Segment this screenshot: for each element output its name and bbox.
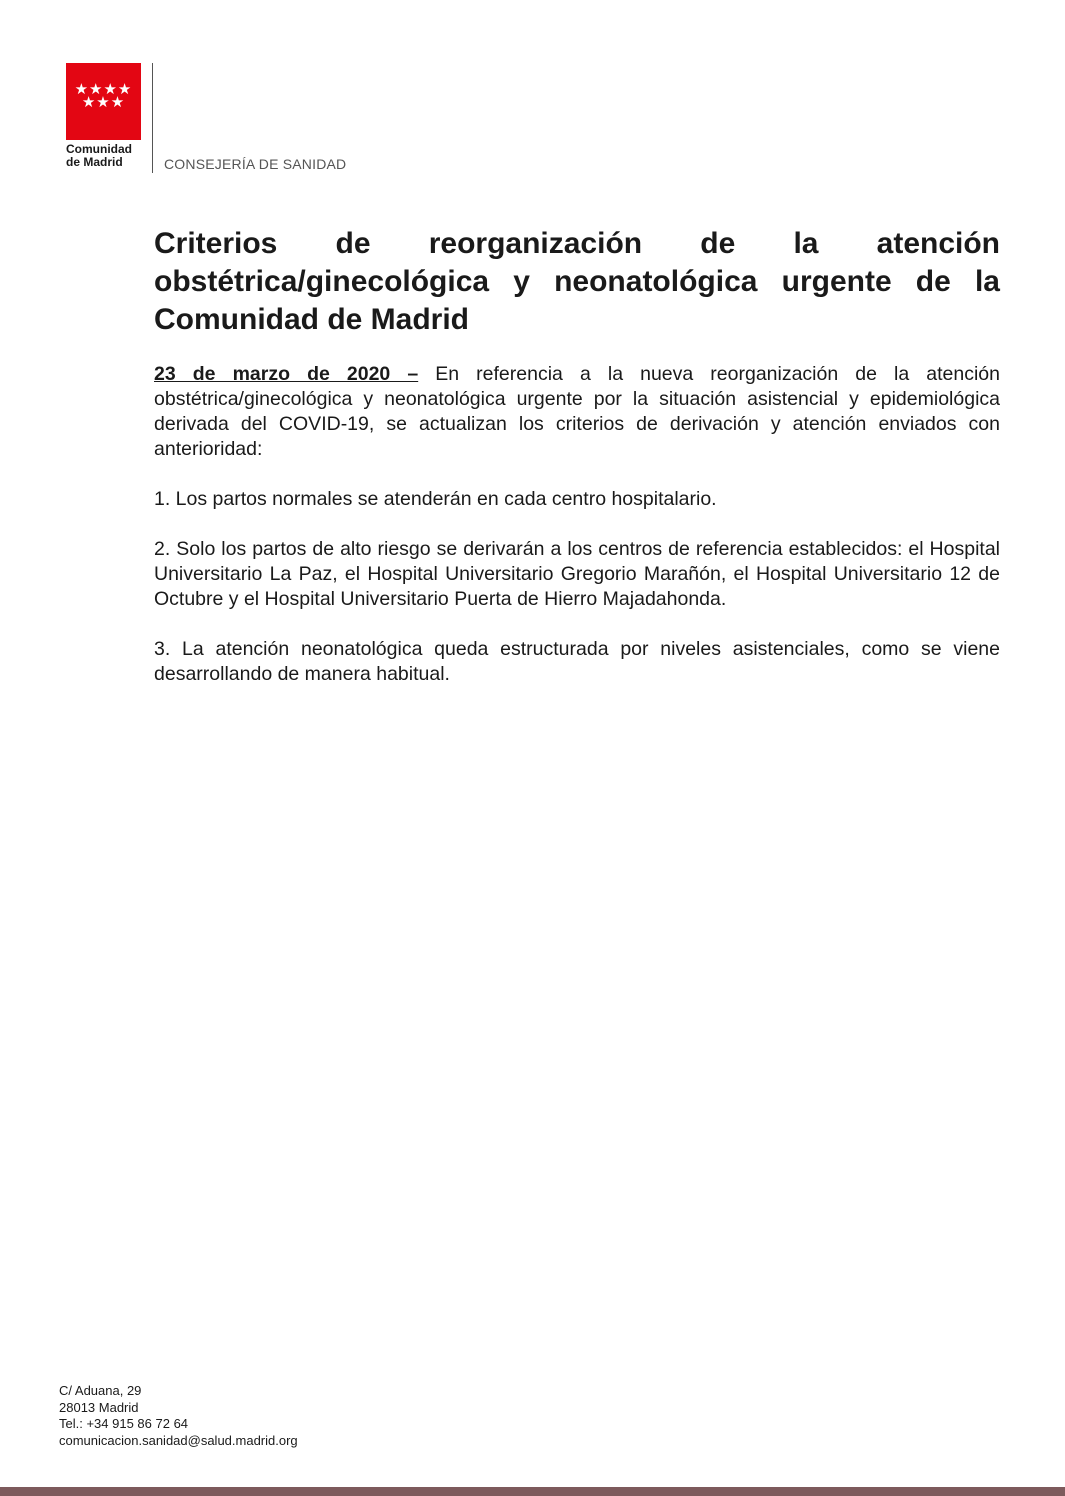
- intro-paragraph: [154, 362, 1000, 462]
- intro-text: En referencia a la nueva reorganización de la atención obstétrica/ginecológica y neonatológica urgente por la situación asistencial y epidemiológica derivada del COVID-19, se actualizan los criterios de derivación y atención enviados con anterioridad:: [154, 363, 1000, 460]
- logo-line-1: Comunidad: [66, 142, 132, 156]
- footer-email: comunicacion.sanidad@salud.madrid.org: [59, 1432, 298, 1448]
- document-body: [154, 362, 1000, 712]
- footer-contact: [59, 1383, 298, 1449]
- logo-line-2: de Madrid: [66, 155, 123, 169]
- logo-red-block: [66, 63, 141, 140]
- logo-stars-icon: ★★★★ ★★★: [74, 80, 133, 111]
- point-1: 1. Los partos normales se atenderán en cada centro hospitalario.: [154, 488, 717, 510]
- department-name: CONSEJERÍA DE SANIDAD: [164, 156, 347, 172]
- logo-name: [66, 143, 144, 169]
- bottom-bar: [0, 1487, 1065, 1496]
- logo-divider: [152, 63, 153, 173]
- document-date: 23 de marzo de 2020 –: [154, 363, 419, 385]
- point-2: 2. Solo los partos de alto riesgo se derivarán a los centros de referencia establecidos: el Hospital Universitario La Paz, el Hospital Universitario Gregorio Marañón, el Hospital Universitario 12 de Octubre y el Hospital Universitario Puerta de Hierro Majadahonda.: [154, 538, 1000, 610]
- document-title: Criterios de reorganización de la atención obstétrica/ginecológica y neonatológica urgente de la Comunidad de Madrid: [154, 227, 1000, 336]
- footer-address: C/ Aduana, 29: [59, 1383, 142, 1398]
- point-3: 3. La atención neonatológica queda estructurada por niveles asistenciales, como se viene desarrollando de manera habitual.: [154, 638, 1000, 685]
- footer-phone: Tel.: +34 915 86 72 64: [59, 1416, 189, 1431]
- footer-city: 28013 Madrid: [59, 1399, 139, 1415]
